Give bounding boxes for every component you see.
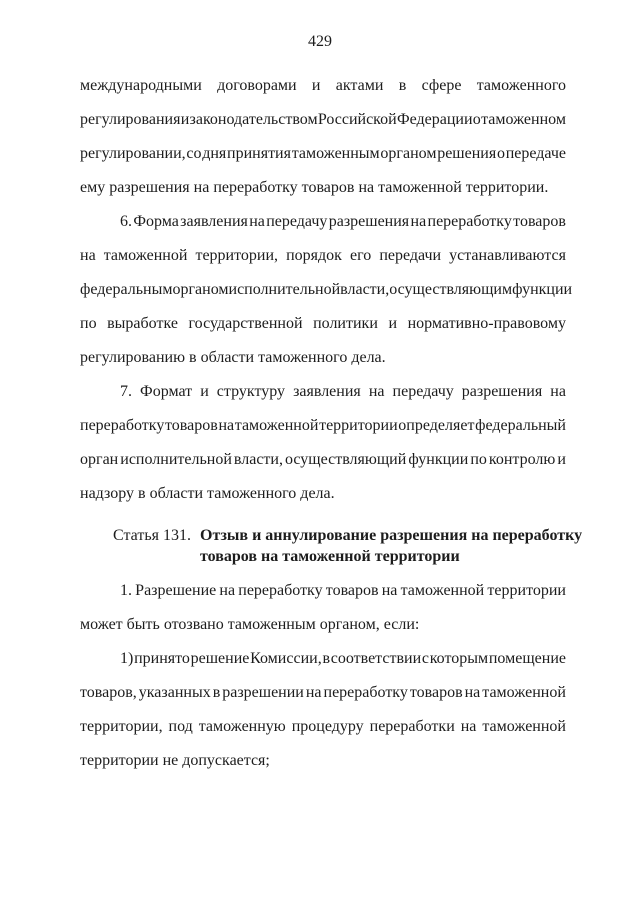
text-line: федеральным органом исполнительной власти, осуществляющим функции <box>80 281 573 298</box>
text-line: надзору в области таможенного дела. <box>80 485 335 502</box>
text-line: международными договорами и актами в сфере таможенного <box>80 77 566 94</box>
text-line: ему разрешения на переработку товаров на таможенной территории. <box>80 179 549 196</box>
article-title-line: товаров на таможенной территории <box>200 548 460 565</box>
text-line: орган исполнительной власти, осуществляющий функции по контролю и <box>80 451 566 468</box>
text-line: на таможенной территории, порядок его передачи устанавливаются <box>80 247 566 264</box>
text-line: 6. Форма заявления на передачу разрешения на переработку товаров <box>120 213 566 230</box>
paragraph-continuation <box>80 69 566 205</box>
text-line: территории, под таможенную процедуру переработки на таможенной <box>80 718 566 735</box>
text-line: 1) принято решение Комиссии, в соответствии с которым помещение <box>120 650 566 667</box>
text-line: 1. Разрешение на переработку товаров на таможенной территории <box>120 582 566 599</box>
body-text-lower <box>80 574 566 778</box>
text-line: регулированию в области таможенного дела. <box>80 349 386 366</box>
text-line: товаров, указанных в разрешении на переработку товаров на таможенной <box>80 684 566 701</box>
subitem-1 <box>80 642 566 778</box>
paragraph-1 <box>80 574 566 642</box>
text-line: может быть отозвано таможенным органом, если: <box>80 616 420 633</box>
text-line: по выработке государственной политики и нормативно-правовому <box>80 315 566 332</box>
article-heading <box>113 525 640 567</box>
article-title <box>200 525 582 567</box>
text-line: регулирования и законодательством Российской Федерации о таможенном <box>80 111 566 128</box>
article-number-label: Статья 131. <box>113 527 191 544</box>
page-number: 429 <box>308 33 332 50</box>
paragraph-6 <box>80 205 573 375</box>
text-line: регулировании, со дня принятия таможенным органом решения о передаче <box>80 145 566 162</box>
body-text-upper <box>80 69 573 511</box>
text-line: территории не допускается; <box>80 752 270 769</box>
text-line: переработку товаров на таможенной территории определяет федеральный <box>80 417 566 434</box>
text-line: 7. Формат и структуру заявления на передачу разрешения на <box>120 383 566 400</box>
article-title-line: Отзыв и аннулирование разрешения на переработку <box>200 527 583 544</box>
paragraph-7 <box>80 375 566 511</box>
